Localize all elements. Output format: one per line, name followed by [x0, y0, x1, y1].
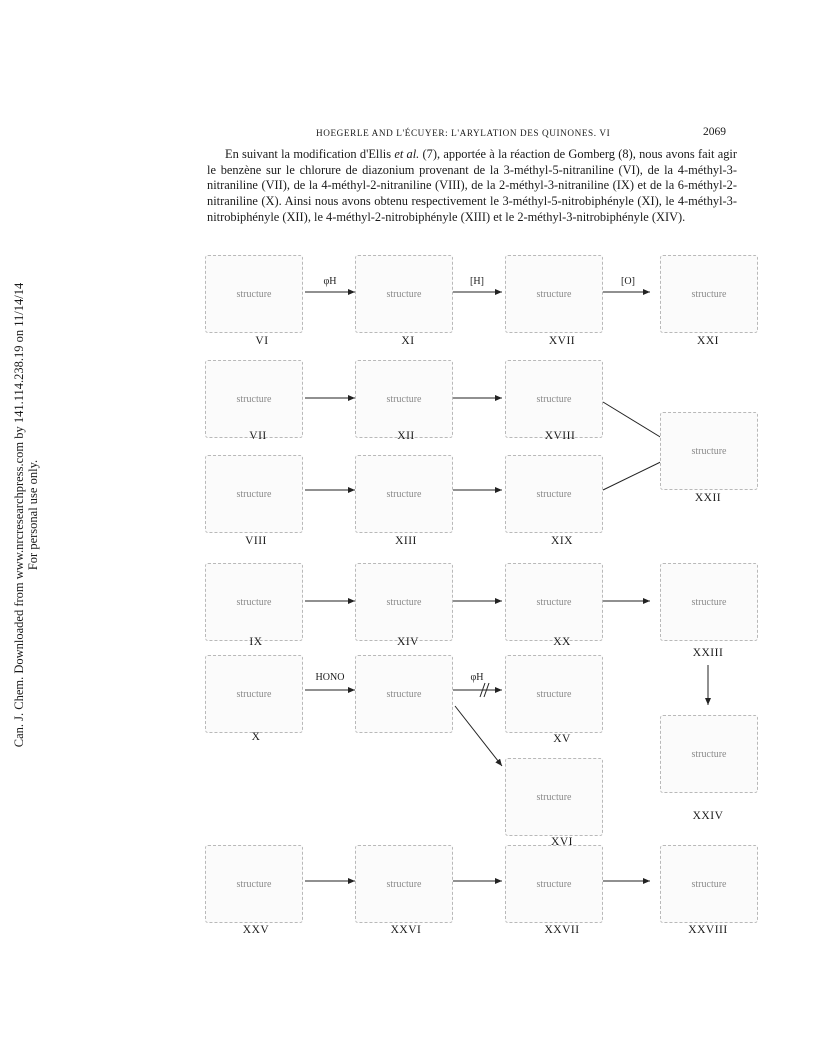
compound-label-xvii: XVII: [548, 335, 576, 347]
compound-label-xviii: XVIII: [544, 430, 576, 442]
structure-xv: structure: [505, 655, 603, 733]
structure-xxii: structure: [660, 412, 758, 490]
compound-label-viii: VIII: [245, 535, 267, 547]
compound-label-xxviii: XXVIII: [688, 924, 728, 936]
compound-label-vi: VI: [255, 335, 269, 347]
compound-label-xxvii: XXVII: [544, 924, 580, 936]
compound-label-xx: XX: [553, 636, 571, 648]
compound-label-x: X: [251, 731, 261, 743]
compound-label-xxv: XXV: [242, 924, 270, 936]
download-notice-line-2: For personal use only.: [26, 459, 40, 571]
structure-x: structure: [205, 655, 303, 733]
structure-xxiv: structure: [660, 715, 758, 793]
structure-xxvii: structure: [505, 845, 603, 923]
arrow-diazonium-xvi: [455, 706, 502, 766]
compound-label-xv: XV: [553, 733, 571, 745]
compound-label-xxi: XXI: [697, 335, 719, 347]
compound-label-xvi: XVI: [551, 836, 573, 848]
reagent-blocked-phenylation: φH: [470, 672, 484, 683]
structure-xvi: structure: [505, 758, 603, 836]
paragraph-text-2: (7), apportée à la réaction de Gomberg (8), nous avons fait agir le benzène sur le chlorure de diazonium provenant de la 3-méthyl-5-nitraniline (VI), de la 4-méthyl-3-nitraniline (VII), de la 4-méthyl-2-nitraniline (VIII), de la 2-méthyl-3-nitraniline (IX) et de la 6-méthyl-2-nitraniline (X). Ainsi nous avons obtenu respectivement le 3-méthyl-5-nitrobiphényle (XI), le 4-méthyl-3-nitrobiphényle (XII), le 4-méthyl-2-nitrobiphényle (XIII) et le 2-méthyl-3-nitrobiphényle (XIV).: [207, 147, 737, 224]
structure-xii: structure: [355, 360, 453, 438]
structure-viii: structure: [205, 455, 303, 533]
download-notice-line-1: Can. J. Chem. Downloaded from www.nrcresearchpress.com by 141.114.238.19 on 11/14/14: [12, 282, 26, 748]
structure-xx: structure: [505, 563, 603, 641]
compound-label-xxii: XXII: [694, 492, 722, 504]
reagent-oxidation: [O]: [621, 276, 635, 287]
compound-label-xxvi: XXVI: [390, 924, 422, 936]
structure-xiv: structure: [355, 563, 453, 641]
structure-xi: structure: [355, 255, 453, 333]
compound-label-vii: VII: [249, 430, 267, 442]
compound-label-xxiv: XXIV: [692, 810, 724, 822]
compound-label-xi: XI: [401, 335, 415, 347]
structure-xxiii: structure: [660, 563, 758, 641]
compound-label-xii: XII: [397, 430, 415, 442]
structure-xix: structure: [505, 455, 603, 533]
paragraph-italic: et al.: [394, 147, 420, 161]
structure-xviii: structure: [505, 360, 603, 438]
page-number: 2069: [703, 126, 726, 138]
structure-xxi: structure: [660, 255, 758, 333]
paragraph-text-1: En suivant la modification d'Ellis: [225, 147, 395, 161]
structure-xvii: structure: [505, 255, 603, 333]
compound-label-xxiii: XXIII: [692, 647, 724, 659]
structure-xiii: structure: [355, 455, 453, 533]
compound-label-xix: XIX: [551, 535, 573, 547]
structure-xxvi: structure: [355, 845, 453, 923]
structure-xxv: structure: [205, 845, 303, 923]
structure-vi: structure: [205, 255, 303, 333]
reagent-diazotization: HONO: [315, 672, 345, 683]
structure-xxviii: structure: [660, 845, 758, 923]
reagent-reduction: [H]: [470, 276, 484, 287]
compound-label-ix: IX: [249, 636, 263, 648]
structure-vii: structure: [205, 360, 303, 438]
compound-label-xiii: XIII: [395, 535, 417, 547]
running-head: HOEGERLE AND L'ÉCUYER: L'ARYLATION DES QUINONES. VI: [316, 128, 611, 138]
structure-diazonium-intermediate: structure: [355, 655, 453, 733]
compound-label-xiv: XIV: [397, 636, 419, 648]
reagent-phenylation: φH: [323, 276, 337, 287]
structure-ix: structure: [205, 563, 303, 641]
